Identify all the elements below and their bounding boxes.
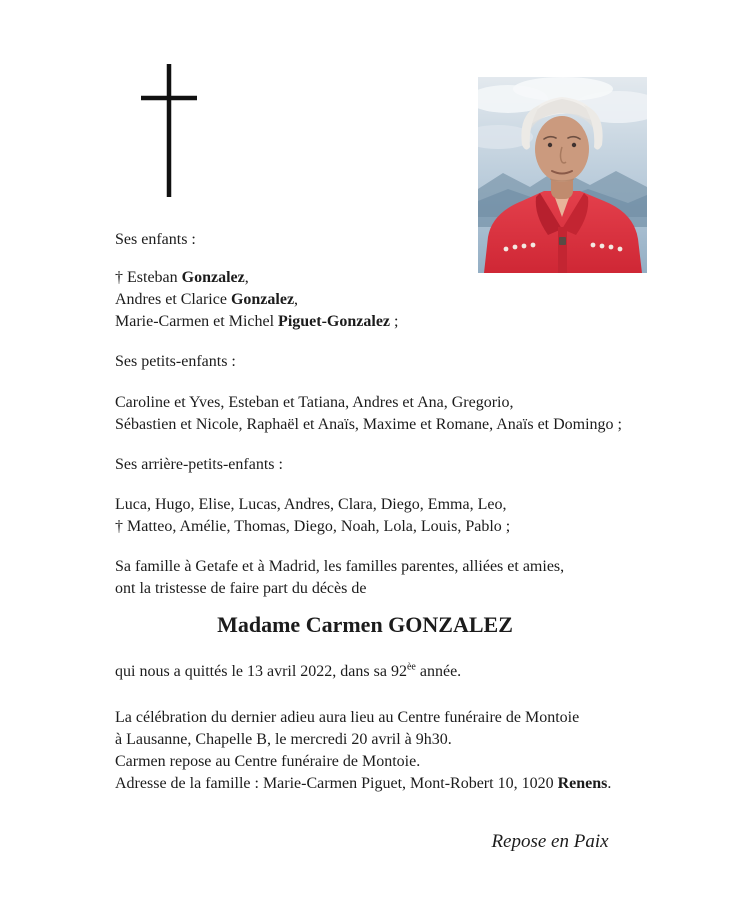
ordinal-superscript: èe xyxy=(406,661,416,673)
grandchildren-heading: Ses petits-enfants : xyxy=(115,353,236,370)
ceremony-line-1: La célébration du dernier adieu aura lieu au Centre funéraire de Montoie xyxy=(115,709,580,726)
children-heading: Ses enfants : xyxy=(115,231,196,248)
family-address-line: Adresse de la famille : Marie-Carmen Piguet, Mont-Robert 10, 1020 Renens. xyxy=(115,775,612,792)
great-grandchildren-list xyxy=(115,494,510,538)
ceremony-line-2: à Lausanne, Chapelle B, le mercredi 20 avril à 9h30. xyxy=(115,731,452,748)
rest-in-peace-motto: Repose en Paix xyxy=(491,831,609,852)
latin-cross-icon xyxy=(140,62,198,198)
deceased-name: Madame Carmen GONZALEZ xyxy=(217,612,513,637)
ceremony-line-3: Carmen repose au Centre funéraire de Montoie. xyxy=(115,753,421,770)
family-line-1: Sa famille à Getafe et à Madrid, les familles parentes, alliées et amies, xyxy=(115,558,565,575)
death-date-line: qui nous a quittés le 13 avril 2022, dans sa $92^{èe}$ année. xyxy=(115,661,462,680)
great-grandchildren-heading: Ses arrière-petits-enfants : xyxy=(115,456,283,473)
children-line-3: Marie-Carmen et Michel Piguet-Gonzalez ; xyxy=(115,313,399,330)
great-grandchildren-line-2: † Matteo, Amélie, Thomas, Diego, Noah, Lola, Louis, Pablo ; xyxy=(115,518,511,535)
children-line-1: † Esteban Gonzalez, xyxy=(115,269,249,286)
portrait-photo xyxy=(478,77,647,273)
grandchildren-line-2: Sébastien et Nicole, Raphaël et Anaïs, Maxime et Romane, Anaïs et Domingo ; xyxy=(115,416,622,433)
family-statement xyxy=(115,556,564,600)
grandchildren-list xyxy=(115,392,622,436)
great-grandchildren-line-1: Luca, Hugo, Elise, Lucas, Andres, Clara, Diego, Emma, Leo, xyxy=(115,496,507,513)
grandchildren-line-1: Caroline et Yves, Esteban et Tatiana, Andres et Ana, Gregorio, xyxy=(115,394,514,411)
children-list xyxy=(115,267,398,333)
ceremony-details xyxy=(115,707,611,795)
family-line-2: ont la tristesse de faire part du décès de xyxy=(115,580,367,597)
children-line-2: Andres et Clarice Gonzalez, xyxy=(115,291,299,308)
